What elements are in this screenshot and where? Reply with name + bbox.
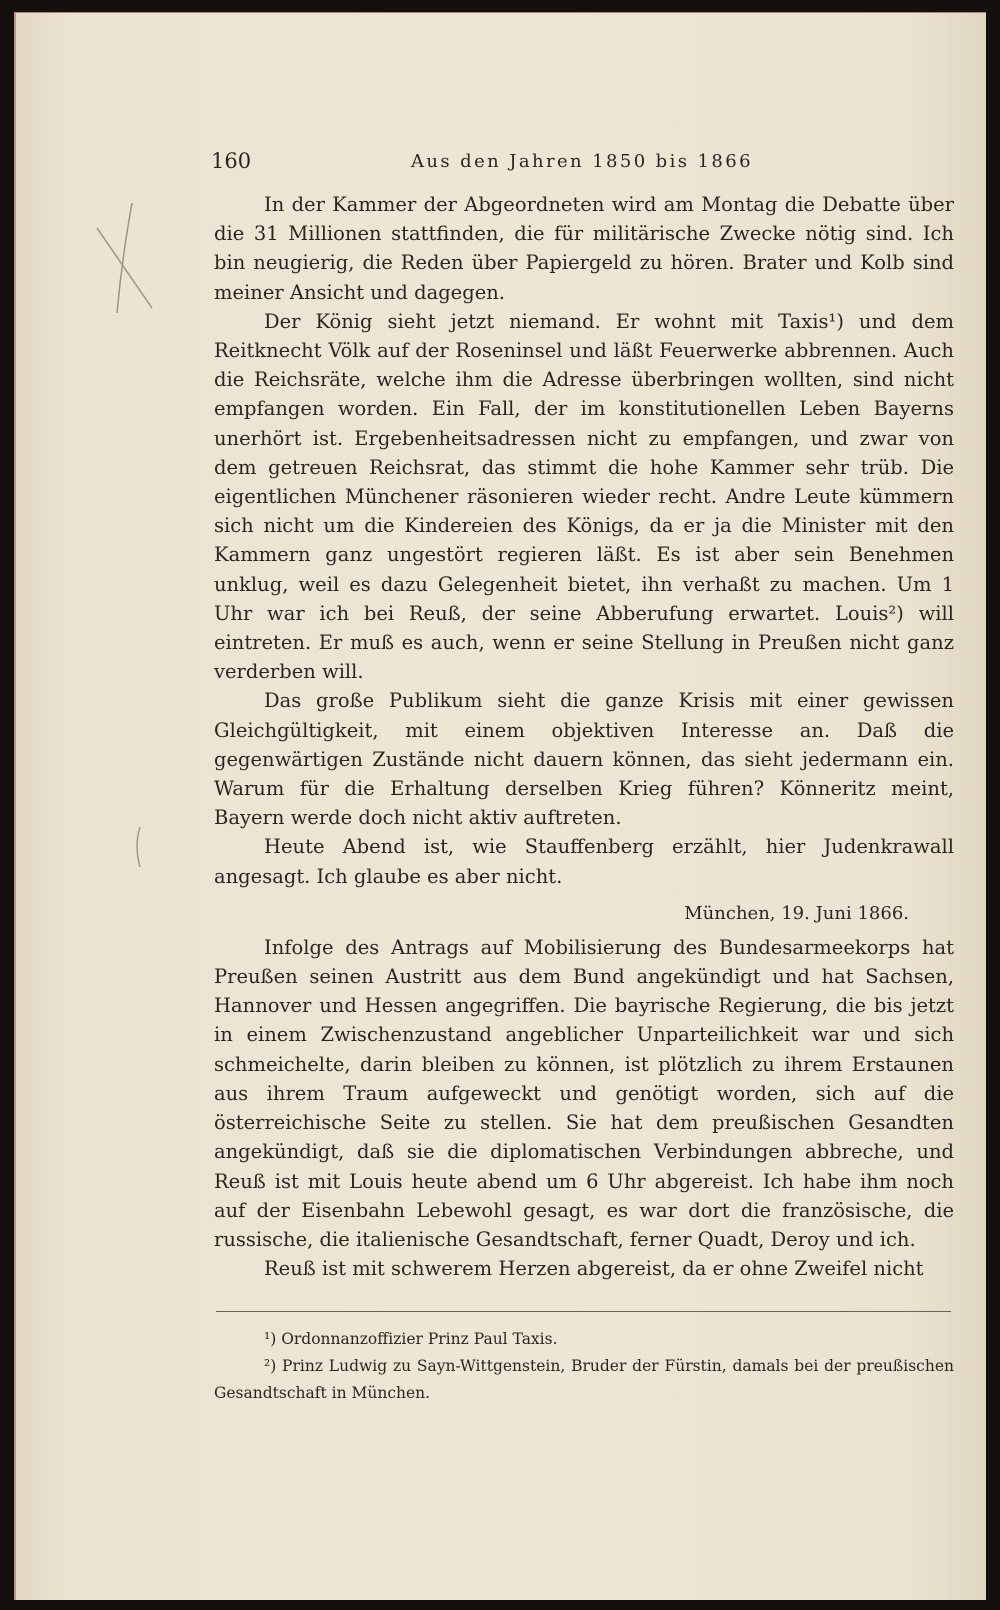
- paragraph: Der König sieht jetzt niemand. Er wohnt mit Taxis¹) und dem Reitknecht Völk auf der Roseninsel und läßt Feuerwerke abbrennen. Auch die Reichsräte, welche ihm die Adresse überbringen wollten, sind nicht empfangen worden. Ein Fall, der im konstitutionellen Leben Bayerns unerhört ist. Ergebenheitsadressen nicht zu empfangen, und zwar von dem getreuen Reichsrat, das stimmt die hohe Kammer sehr trüb. Die eigentlichen Münchener räsonieren wieder recht. Andre Leute kümmern sich nicht um die Kindereien des Königs, da er ja die Minister mit den Kammern ganz ungestört regieren läßt. Es ist aber sein Benehmen unklug, weil es dazu Gelegenheit bietet, ihn verhaßt zu machen. Um 1 Uhr war ich bei Reuß, der seine Abberufung erwartet. Louis²) will eintreten. Er muß es auch, wenn er seine Stellung in Preußen nicht ganz verderben will.: [214, 309, 954, 684]
- footnote-divider: [216, 1311, 951, 1312]
- paragraph: Infolge des Antrags auf Mobilisierung des Bundesarmeekorps hat Preußen seinen Austritt aus dem Bund angekündigt und hat Sachsen, Hannover und Hessen angegriffen. Die bayrische Regierung, die bis jetzt in einem Zwischenzustand angeblicher Unparteilichkeit war und sich schmeichelte, darin bleiben zu können, ist plötzlich zu ihrem Erstaunen aus ihrem Traum aufgeweckt und genötigt worden, sich auf die österreichische Seite zu stellen. Sie hat dem preußischen Gesandten angekündigt, daß sie die diplomatischen Verbindungen abbreche, und Reuß ist mit Louis heute abend um 6 Uhr abgereist. Ich habe ihm noch auf der Eisenbahn Lebewohl gesagt, es war dort die französische, die russische, die italienische Gesandtschaft, ferner Quadt, Deroy und ich.: [214, 935, 954, 1251]
- page-number: 160: [211, 149, 252, 173]
- page-header: [211, 149, 951, 179]
- footnotes: [214, 1326, 954, 1407]
- footnote: ¹) Ordonnanzoffizier Prinz Paul Taxis.: [264, 1330, 558, 1348]
- footnote: ²) Prinz Ludwig zu Sayn-Wittgenstein, Bruder der Fürstin, damals bei der preußischen Gesandtschaft in München.: [214, 1357, 954, 1402]
- pencil-bracket-mark-icon: [126, 823, 156, 873]
- dateline: München, 19. Juni 1866.: [684, 902, 909, 924]
- body-text: [214, 190, 954, 1283]
- paragraph: Das große Publikum sieht die ganze Krisis mit einer gewissen Gleichgültigkeit, mit einem objektiven Interesse an. Daß die gegenwärtigen Zustände nicht dauern können, das sieht jedermann ein. Warum für die Erhaltung derselben Krieg führen? Könneritz meint, Bayern werde doch nicht aktiv auftreten.: [214, 689, 954, 830]
- pencil-x-mark-icon: [92, 198, 162, 318]
- paragraph: In der Kammer der Abgeordneten wird am Montag die Debatte über die 31 Millionen stattfinden, die für militärische Zwecke nötig sind. Ich bin neugierig, die Reden über Papiergeld zu hören. Brater und Kolb sind meiner Ansicht und dagegen.: [214, 193, 954, 304]
- paragraph: Reuß ist mit schwerem Herzen abgereist, da er ohne Zweifel nicht: [264, 1257, 924, 1281]
- paragraph: Heute Abend ist, wie Stauffenberg erzählt, hier Judenkrawall angesagt. Ich glaube es aber nicht.: [214, 835, 954, 888]
- book-page: [14, 12, 986, 1600]
- running-title: Aus den Jahren 1850 bis 1866: [411, 151, 753, 172]
